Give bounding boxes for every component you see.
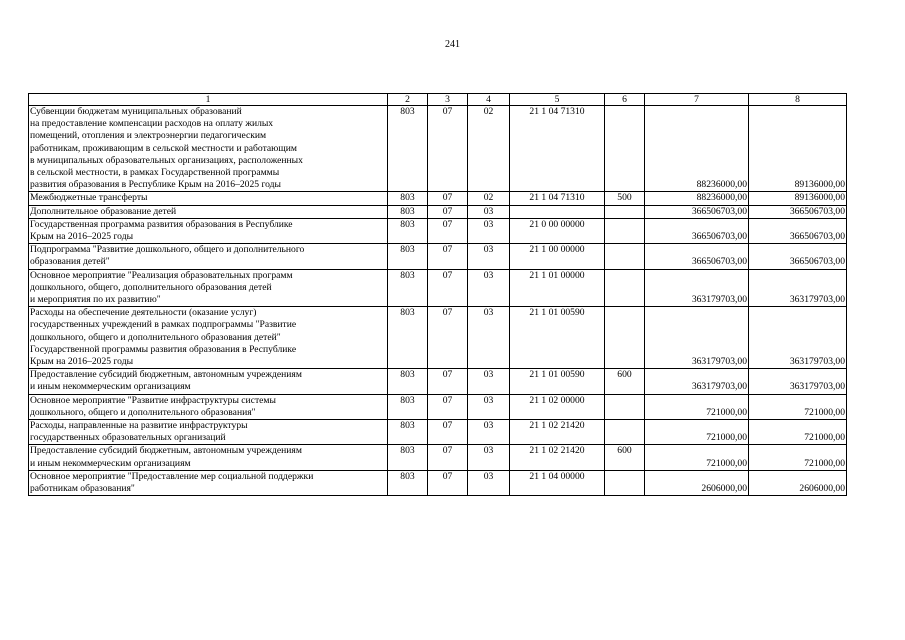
ministry-code-cell: 803	[388, 369, 428, 394]
section-code-cell: 07	[428, 269, 468, 307]
table-row	[29, 244, 847, 269]
item-name-cell	[29, 307, 388, 369]
item-name-cell	[29, 205, 388, 218]
item-name-cell	[29, 420, 388, 445]
section-code-cell: 07	[428, 192, 468, 205]
expense-type-cell	[605, 420, 645, 445]
subsection-code-cell: 02	[468, 192, 510, 205]
ministry-code-cell: 803	[388, 307, 428, 369]
expense-type-cell	[605, 244, 645, 269]
subsection-code-cell: 03	[468, 244, 510, 269]
subsection-code-cell: 03	[468, 205, 510, 218]
section-code-cell: 07	[428, 218, 468, 243]
ministry-code-cell: 803	[388, 470, 428, 495]
table-row	[29, 218, 847, 243]
expense-type-cell: 500	[605, 192, 645, 205]
item-name-line: государственных учреждений в рамках подпрограммы "Развитие	[30, 319, 297, 331]
ministry-code-cell: 803	[388, 218, 428, 243]
target-article-cell: 21 1 04 71310	[510, 192, 605, 205]
ministry-code-cell: 803	[388, 420, 428, 445]
section-code-cell: 07	[428, 445, 468, 470]
expense-type-cell: 600	[605, 369, 645, 394]
target-article-cell	[510, 205, 605, 218]
amount-year2-cell: 89136000,00	[749, 192, 847, 205]
subsection-code-cell: 03	[468, 369, 510, 394]
subsection-code-cell: 03	[468, 420, 510, 445]
item-name-line: в сельской местности, в рамках Государственной программы	[30, 167, 280, 179]
amount-year1-cell: 721000,00	[645, 445, 749, 470]
ministry-code-cell: 803	[388, 445, 428, 470]
item-name-line: государственных образовательных организаций	[30, 432, 226, 444]
amount-year2-cell: 366506703,00	[749, 218, 847, 243]
subsection-code-cell: 02	[468, 106, 510, 192]
amount-year1-cell: 366506703,00	[645, 244, 749, 269]
expense-type-cell	[605, 269, 645, 307]
table-row	[29, 106, 847, 192]
ministry-code-cell: 803	[388, 269, 428, 307]
item-name-cell	[29, 106, 388, 192]
item-name-line: Субвенции бюджетам муниципальных образований	[30, 106, 242, 117]
amount-year2-cell: 721000,00	[749, 445, 847, 470]
item-name-line: Крым на 2016–2025 годы	[30, 231, 134, 243]
amount-year2-cell: 366506703,00	[749, 244, 847, 269]
column-number: 1	[29, 94, 388, 106]
target-article-cell: 21 1 01 00000	[510, 269, 605, 307]
item-name-line: работникам, проживающим в сельской местности и работающим	[30, 142, 297, 154]
item-name-line: Расходы, направленные на развитие инфраструктуры	[30, 420, 248, 432]
item-name-line: дошкольного, общего, дополнительного образования детей	[30, 281, 272, 293]
subsection-code-cell: 03	[468, 394, 510, 419]
table-row	[29, 307, 847, 369]
item-name-line: Государственной программы развития образования в Республике	[30, 343, 297, 355]
amount-year2-cell: 363179703,00	[749, 269, 847, 307]
amount-year1-cell: 721000,00	[645, 394, 749, 419]
column-number: 2	[388, 94, 428, 106]
section-code-cell: 07	[428, 420, 468, 445]
item-name-line: в муниципальных образовательных организациях, расположенных	[30, 154, 303, 166]
target-article-cell: 21 1 02 00000	[510, 394, 605, 419]
page-number: 241	[445, 39, 460, 50]
item-name-cell	[29, 369, 388, 394]
item-name-line: Дополнительное образование детей	[30, 205, 177, 217]
subsection-code-cell: 03	[468, 269, 510, 307]
item-name-cell	[29, 269, 388, 307]
item-name-line: Крым на 2016–2025 годы	[30, 356, 134, 368]
item-name-line: Подпрограмма "Развитие дошкольного, общего и дополнительного	[30, 244, 305, 256]
table-row	[29, 269, 847, 307]
item-name-cell	[29, 470, 388, 495]
column-number: 8	[749, 94, 847, 106]
table-row	[29, 420, 847, 445]
amount-year2-cell: 89136000,00	[749, 106, 847, 192]
item-name-line: работникам образования"	[30, 483, 135, 495]
subsection-code-cell: 03	[468, 218, 510, 243]
section-code-cell: 07	[428, 307, 468, 369]
ministry-code-cell: 803	[388, 244, 428, 269]
target-article-cell: 21 1 01 00590	[510, 369, 605, 394]
table-row	[29, 192, 847, 205]
item-name-cell	[29, 394, 388, 419]
column-number: 4	[468, 94, 510, 106]
budget-table	[28, 93, 847, 496]
section-code-cell: 07	[428, 369, 468, 394]
amount-year2-cell: 721000,00	[749, 420, 847, 445]
table-row	[29, 369, 847, 394]
item-name-line: на предоставление компенсации расходов на оплату жилых	[30, 118, 274, 130]
item-name-line: Государственная программа развития образования в Республике	[30, 218, 293, 230]
item-name-line: Основное мероприятие "Предоставление мер социальной поддержки	[30, 470, 314, 482]
amount-year2-cell: 721000,00	[749, 394, 847, 419]
item-name-line: образования детей"	[30, 256, 110, 268]
item-name-line: Основное мероприятие "Развитие инфраструктуры системы	[30, 394, 276, 406]
item-name-line: дошкольного, общего и дополнительного образования"	[30, 406, 256, 418]
amount-year2-cell: 363179703,00	[749, 369, 847, 394]
ministry-code-cell: 803	[388, 205, 428, 218]
section-code-cell: 07	[428, 205, 468, 218]
amount-year1-cell: 366506703,00	[645, 218, 749, 243]
table-row	[29, 470, 847, 495]
target-article-cell: 21 1 00 00000	[510, 244, 605, 269]
expense-type-cell	[605, 205, 645, 218]
item-name-line: и иным некоммерческим организациям	[30, 381, 191, 393]
item-name-line: Предоставление субсидий бюджетным, автономным учреждениям	[30, 369, 302, 381]
item-name-line: развития образования в Республике Крым на 2016–2025 годы	[30, 179, 282, 191]
item-name-line: помещений, отопления и электроэнергии педагогическим	[30, 130, 267, 142]
target-article-cell: 21 1 04 71310	[510, 106, 605, 192]
expense-type-cell	[605, 394, 645, 419]
item-name-line: и иным некоммерческим организациям	[30, 457, 191, 469]
column-number-row	[29, 94, 847, 106]
item-name-cell	[29, 244, 388, 269]
section-code-cell: 07	[428, 106, 468, 192]
expense-type-cell: 600	[605, 445, 645, 470]
section-code-cell: 07	[428, 244, 468, 269]
table-row	[29, 205, 847, 218]
table-row	[29, 394, 847, 419]
target-article-cell: 21 1 01 00590	[510, 307, 605, 369]
amount-year1-cell: 363179703,00	[645, 307, 749, 369]
section-code-cell: 07	[428, 394, 468, 419]
amount-year2-cell: 363179703,00	[749, 307, 847, 369]
column-number: 3	[428, 94, 468, 106]
amount-year1-cell: 363179703,00	[645, 369, 749, 394]
item-name-line: Межбюджетные трансферты	[30, 192, 148, 204]
expense-type-cell	[605, 307, 645, 369]
ministry-code-cell: 803	[388, 394, 428, 419]
subsection-code-cell: 03	[468, 307, 510, 369]
item-name-cell	[29, 445, 388, 470]
ministry-code-cell: 803	[388, 106, 428, 192]
expense-type-cell	[605, 218, 645, 243]
column-number: 7	[645, 94, 749, 106]
amount-year1-cell: 366506703,00	[645, 205, 749, 218]
subsection-code-cell: 03	[468, 445, 510, 470]
item-name-line: и мероприятия по их развитию"	[30, 294, 161, 306]
subsection-code-cell: 03	[468, 470, 510, 495]
amount-year1-cell: 88236000,00	[645, 106, 749, 192]
item-name-cell	[29, 218, 388, 243]
item-name-cell	[29, 192, 388, 205]
target-article-cell: 21 1 04 00000	[510, 470, 605, 495]
ministry-code-cell: 803	[388, 192, 428, 205]
column-number: 5	[510, 94, 605, 106]
amount-year1-cell: 363179703,00	[645, 269, 749, 307]
target-article-cell: 21 0 00 00000	[510, 218, 605, 243]
target-article-cell: 21 1 02 21420	[510, 445, 605, 470]
expense-type-cell	[605, 470, 645, 495]
amount-year2-cell: 2606000,00	[749, 470, 847, 495]
item-name-line: Расходы на обеспечение деятельности (оказание услуг)	[30, 307, 257, 319]
column-number: 6	[605, 94, 645, 106]
item-name-line: дошкольного, общего и дополнительного образования детей"	[30, 331, 281, 343]
amount-year1-cell: 721000,00	[645, 420, 749, 445]
amount-year1-cell: 2606000,00	[645, 470, 749, 495]
item-name-line: Основное мероприятие "Реализация образовательных программ	[30, 269, 293, 281]
amount-year2-cell: 366506703,00	[749, 205, 847, 218]
section-code-cell: 07	[428, 470, 468, 495]
table-row	[29, 445, 847, 470]
item-name-line: Предоставление субсидий бюджетным, автономным учреждениям	[30, 445, 302, 457]
target-article-cell: 21 1 02 21420	[510, 420, 605, 445]
expense-type-cell	[605, 106, 645, 192]
amount-year1-cell: 88236000,00	[645, 192, 749, 205]
